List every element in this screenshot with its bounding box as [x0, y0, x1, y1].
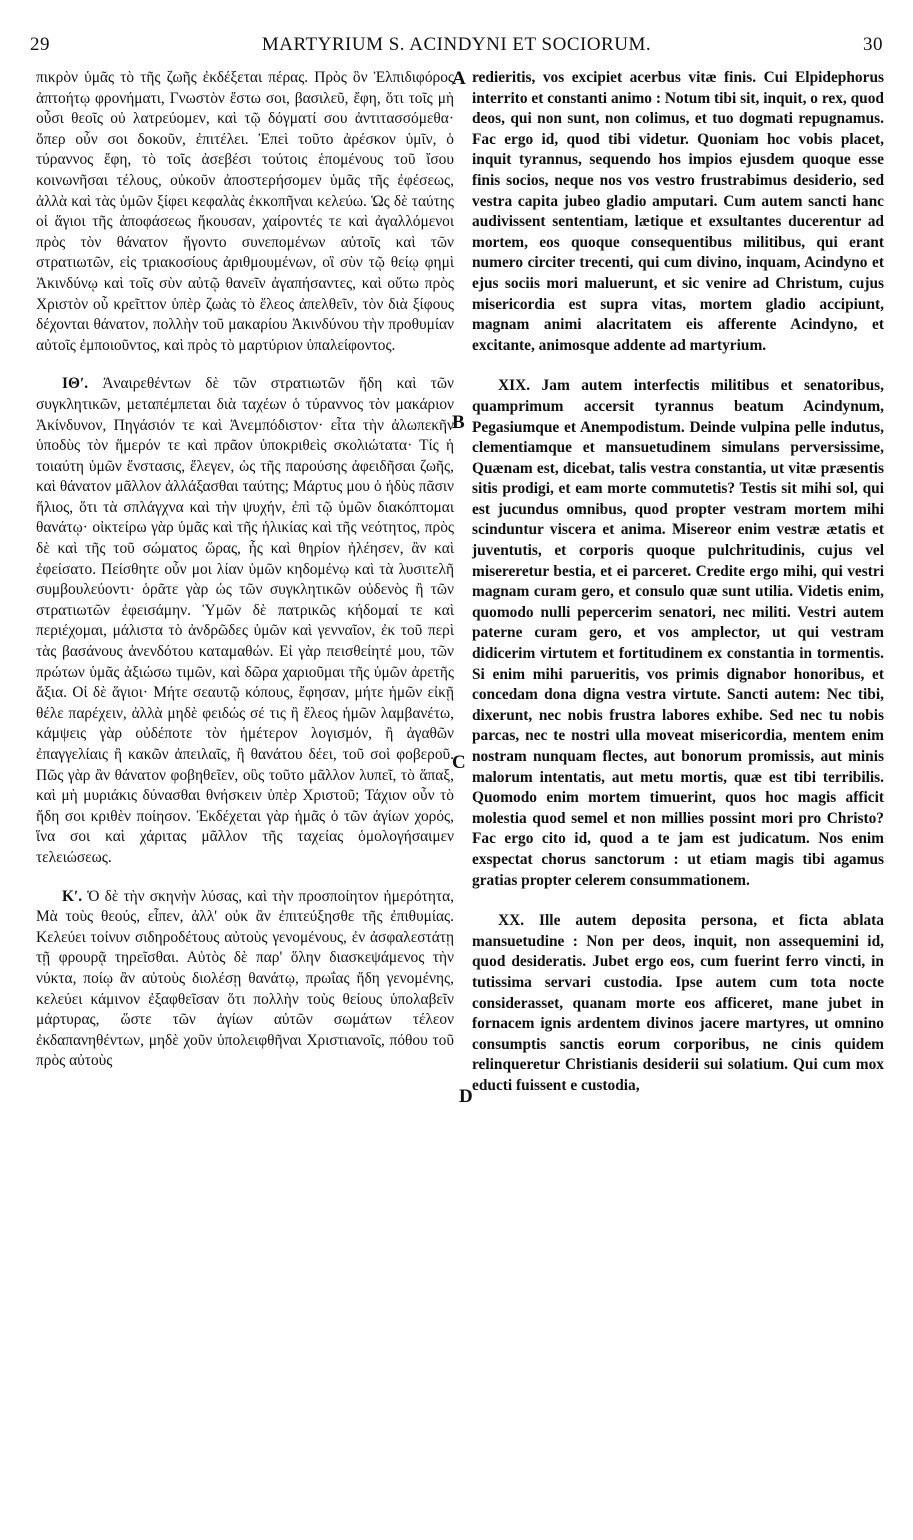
latin-paragraph: redieritis, vos excipiet acerbus vitæ finis. Cui Elpidephorus interrito et constanti animo : Notum tibi sit, inquit, o rex, quod deos, qui non sunt, non colimus, et tuo dogmati repugnamus. Fac ergo id, quod tibi videtur. Quoniam hoc vobis placet, inquit tyrannus, sequendo hos impios ejusdem quoque esse finis socios, neque nos vos vestro frustrabimus desiderio, sed vestra capita jubeo gladio amputari. Cum autem sancti hanc audivissent sententiam, lætique et exsultantes ducerentur ad mortem, eos quoque consequentibus militibus, qui erant numero circiter trecenti, qui cum divino, inquam, Acindyno et ejus sociis mori maluerunt, et sic venire ad Christum, cujus misericordia est supra vitas, mortem gladio accipiunt, magnam animi alacritatem eis afferente Acindyno, et excitante, animosque addente ad martyrium.: [472, 69, 884, 354]
section-text: Ἀναιρεθέντων δὲ τῶν στρατιωτῶν ἤδη καὶ τῶν συγκλητικῶν, μεταπέμπεται διὰ ταχέων ὁ τύραννος τὸν μακάριον Ἀκίνδυνον, Πηγάσιόν τε καὶ Ἀνεμπόδιστον· εἶτα τὴν ἀλωπεκῆν ὑποδὺς τὸν ἥμερόν τε καὶ πρᾶον ὑποκριθεὶς σκολιώτατα· Τίς ἡ τοιαύτη ὑμῶν ἔνστασις, ἔλεγεν, ὡς τῆς παρούσης ἀφειδῆσαι ζωῆς, καὶ θάνατον μᾶλλον ἀλλάξασθαι ταύτης; Μάρτυς μου ὁ ἡδὺς πᾶσιν ἥλιος, ὅτι τὰ σπλάγχνα καὶ τὴν ψυχήν, ἐπὶ τῷ ὑμῶν διακόπτομαι θανάτῳ· οἰκτείρω γὰρ ὑμᾶς καὶ τῆς ἡλικίας καὶ τῆς νεότητος, πρὸς δὲ καὶ τῆς τοῦ σώματος ὥρας, ἧς καὶ θηρίον ἠλέησεν, ἂν καὶ ἐφείσατο. Πείσθητε οὖν μοι λίαν ὑμῶν κηδομένῳ καὶ τὰ λυσιτελῆ συμβουλεύοντι· ὁρᾶτε γὰρ ὡς τῶν συγκλητικῶν οὐδενὸς ἢ τῶν στρατιωτῶν ἐφεισάμην. Ὑμῶν δὲ πατρικῶς κήδομαί τε καὶ περιέχομαι, μάλιστα τὸ ἀνδρῶδες ὑμῶν καὶ γενναῖον, ἐκ τοῦ περὶ τὰς βασάνους ἀνενδότου καταμαθών. Εἰ γὰρ πεισθείητέ μου, τῶν πρώτων ὑμᾶς ἀξιώσω τιμῶν, καὶ δῶρα χαριοῦμαι τῆς ὑμῶν ἀρετῆς ἄξια. Οἱ δὲ ἅγιοι· Μήτε σεαυτῷ κόπους, ἔφησαν, μήτε ἡμῶν εἰκῇ θέλε παρέχειν, ἀλλὰ μηδὲ φειδώς σέ τις ἢ ἔλεος ἡμῶν λαμβανέτω, κάμψεις γὰρ οὐδέποτε τὸν ἡμέτερον λογισμόν, ἢ ἀγαθῶν ἐπαγγελίαις ἢ κακῶν ἀπειλαῖς, ἢ θανάτου δέει, τοῦ σοὶ φοβεροῦ. Πῶς γὰρ ἂν θάνατον φοβηθεῖεν, οὓς τοῦτο μᾶλλον λυπεῖ, τὸ ἅπαξ, καὶ μὴ μυριάκις δύνασθαι θνήσκειν ὑπὲρ Χριστοῦ; Τάχιον οὖν τὸ ἤδη σοι κριθὲν ποίησον. Ἐκδέχεται γὰρ ἡμᾶς ὁ τῶν ἁγίων χορός, ἵνα σοι καὶ χάριτας μᾶλλον τῆς ταχείας ὁμολογήσαιμεν τελειώσεως.: [36, 375, 454, 866]
running-title: MARTYRIUM S. ACINDYNI ET SOCIORUM.: [261, 34, 652, 55]
margin-marker-d: D: [459, 1086, 473, 1107]
section-text: Ὁ δὲ τὴν σκηνὴν λύσας, καὶ τὴν προσποίητον ἡμερότητα, Μὰ τοὺς θεούς, εἶπεν, ἀλλ' οὐκ ἂν ἐπιτεύξησθε τῆς ἐπιθυμίας. Κελεύει τοίνυν σιδηροδέτους αὐτοὺς γενομένους, ἐν ἀσφαλεστάτῃ τῇ φρουρᾷ τηρεῖσθαι. Αὐτὸς δὲ παρ' ὅλην διασκεψάμενος τὴν νύκτα, ποίῳ ἂν αὐτοὺς διολέσῃ θανάτῳ, πρωΐας ἤδη γενομένης, κελεύει κάμινον ἐξαφθεῖσαν ὅτι πολλὴν τοὺς θείους ὑπολαβεῖν μάρτυρας, ὥστε τῶν ἁγίων αὐτῶν σωμάτων τέλεον ἐκδαπανηθέντων, μηδὲ χοῦν ὑπολειφθῆναι Χριστιανοῖς, πόθου τοῦ πρὸς αὐτοὺς: [36, 887, 454, 1070]
margin-marker-c: C: [452, 752, 466, 773]
greek-section-19: [36, 374, 454, 868]
section-number: Κʹ.: [62, 887, 83, 905]
latin-column: [472, 68, 884, 1097]
greek-section-20: [36, 887, 454, 1072]
section-text: Jam autem interfectis militibus et senatoribus, quamprimum accersit tyrannus beatum Acindynum, Pegasiumque et Anempodistum. Deinde vulpina pelle indutus, clementiamque et mansuetudinem simulans perversissime, Quænam est, dicebat, talis vestra constantia, ut vitæ præsentis sitis prodigi, et eam morte commutetis? Testis sit mihi sol, qui est jucundus omnibus, quod propter vestram mortem mihi scinduntur viscera et anima. Misereor enim vestræ ætatis et juventutis, et corporis quoque pulchritudinis, cujus vel misereretur bestia, et ei parceret. Credite ergo mihi, qui vestri magnam curam gero, et consulo quæ sunt utilia. Videtis enim, quomodo nulli pepercerim senatori, nec militi. Vestri autem paterne curam gero, et vos amplector, ut qui vestram didicerim virtutem et fortitudinem ex constantia in tormentis. Si enim mihi parueritis, vos primis dignabor honoribus, et concedam dona digna vestra virtute. Sancti autem: Nec tibi, dixerunt, nec nobis frustra labores exhibe. Sed nec tu nobis parcas, nec te nostri ulla moveat misericordia, mentem enim nostram nunquam flectes, aut bonorum promissis, aut minis malorum intentatis, aut metu mortis, quæ est tibi terribilis. Quomodo enim mortem timuerint, quos hoc magis afficit molestia quod semel et non millies possint mori pro Christo? Fac ergo cito id, quod a te jam est judicatum. Nos enim exspectat chorus sanctorum : ut etiam magis tibi agamus gratias propter celerem consummationem.: [472, 377, 884, 889]
greek-column: [36, 68, 454, 1072]
margin-marker-a: A: [452, 68, 466, 89]
section-number: ΙΘʹ.: [62, 375, 89, 393]
greek-paragraph: πικρὸν ὑμᾶς τὸ τῆς ζωῆς ἐκδέξεται πέρας. Πρὸς ὃν Ἐλπιδιφόρος ἀπτοήτῳ φρονήματι, Γνωστὸν ἔστω σοι, βασιλεῦ, ἔφη, ὅτι τοῖς μὴ οὖσι θεοῖς οὐ λατρεύομεν, καὶ τῷ δόγματί σου ἀντιτασσόμεθα· ὅπερ οὖν σοι δοκοῦν, ἐπιτέλει. Ἐπεὶ τοῦτο ἀρέσκον ὑμῖν, ὁ τύραννος ἔφη, τὸ τοῖς ἀσεβέσι τούτοις ἑπομένους τοῦ ἴσου κοινωνῆσαι τέλους, οὐκοῦν ἀποστερήσομεν ὑμᾶς τῆς ἐφέσεως, ἀλλὰ καὶ τὰς ὑμῶν ξίφει κεφαλὰς ἐκκοπῆναι κελεύω. Ὡς δὲ ταύτης οἱ ἅγιοι τῆς ἀποφάσεως ἤκουσαν, χαίροντές τε καὶ ἀγαλλόμενοι πρὸς τὸν θάνατον ἤγοντο συνεπομένων αὐτοῖς καὶ τῶν στρατιωτῶν, εἰς τριακοσίους ἀριθμουμένων, οἳ σὺν τῷ θείῳ φημὶ Ἀκινδύνῳ καὶ τοῖς σὺν αὐτῷ θανεῖν ἀγαπήσαντες, καὶ οὕτω πρὸς Χριστὸν οὗ κρεῖττον ὑπὲρ ζωὰς τὸ ἔλεος ἀπελθεῖν, τὸν διὰ ξίφους δέχονται θάνατον, πολλὴν τοῦ μακαρίου Ἀκινδύνου τὴν προθυμίαν αὐτοῖς ἐμποιοῦντος, καὶ πρὸς τὸ μαρτύριον ὑπαλείφοντος.: [36, 69, 454, 354]
section-text: Ille autem deposita persona, et ficta ablata mansuetudine : Non per deos, inquit, non assequemini id, quod desideratis. Jubet ergo eos, cum fuerint ferro vincti, in tutissima servari custodia. Ipse autem cum tota nocte considerasset, quanam morte eos afficeret, mane jubet in fornacem ignis ardentem divinos jacere martyres, ut omnino consumptis sanctis eorum corporibus, ne cinis quidem relinqueretur Christianis desiderii sui solatium. Qui cum mox educti fuissent e custodia,: [472, 912, 884, 1094]
margin-marker-b: B: [452, 412, 465, 433]
section-number: XX.: [498, 912, 525, 930]
latin-section-19: [472, 376, 884, 891]
section-number: XIX.: [498, 377, 531, 395]
latin-section-20: [472, 911, 884, 1096]
page-number-left: 29: [30, 34, 50, 55]
page-header: [30, 34, 883, 60]
page-number-right: 30: [863, 34, 883, 55]
